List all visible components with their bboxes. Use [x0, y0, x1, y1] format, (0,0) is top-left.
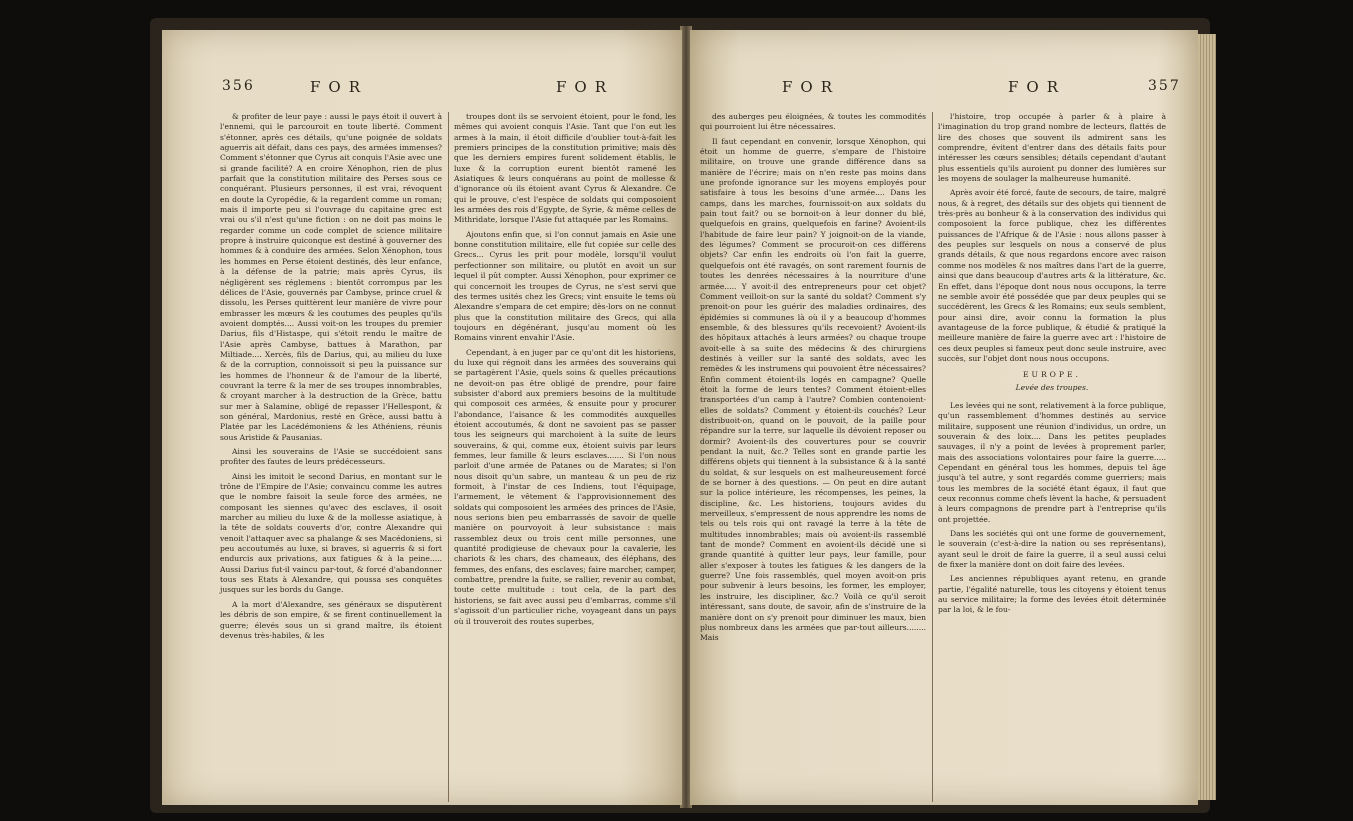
running-header: FOR	[310, 78, 368, 96]
running-header: FOR	[1008, 78, 1066, 96]
text-column-left	[700, 112, 926, 648]
page-number-left: 356	[222, 78, 255, 94]
paragraph: troupes dont ils se servoient étoient, pour le fond, les mêmes qui avoient conquis l'Asie. Tant que l'on eut les armes à la main, il étoit difficile d'oublier tout-à-fait les premiers principes de la constitution primitive; mais dès que les derniers empires furent solidement établis, le luxe & la corruption eurent bientôt ramené les Asiatiques & leurs conquérans au point de mollesse & d'ignorance où ils étoient avant Cyrus & Alexandre. Ce qui le prouve, c'est l'espèce de soldats qui composoient les armées des rois d'Egypte, de Syrie, & même celles de Mithridate, lorsque l'Asie fut attaquée par les Romains.	[454, 112, 676, 225]
paragraph: Ainsi les souverains de l'Asie se succédoient sans profiter des fautes de leurs prédécesseurs.	[220, 447, 442, 467]
paragraph: Ajoutons enfin que, si l'on connut jamais en Asie une bonne constitution militaire, elle fut copiée sur celle des Grecs... Cyrus les prit pour modèle, lorsqu'il voulut perfectionner son militaire, ou plutôt en avoit un sur lequel il pût compter. Aussi Xénophon, pour exprimer ce qui concernoit les troupes de Cyrus, ne s'est servi que des termes usités chez les Grecs; vint ensuite le tems où Alexandre s'empara de cet empire; dès-lors on ne connut plus que la constitution militaire des Grecs, qui alla toujours en dégénérant, jusqu'au moment où les Romains vinrent envahir l'Asie.	[454, 229, 676, 343]
paragraph: Les anciennes républiques ayant retenu, en grande partie, l'égalité naturelle, tous les citoyens y étoient tenus au service militaire; la forme des levées étoit déterminée par la loi, & le fou-	[938, 574, 1166, 615]
text-column-right	[938, 112, 1166, 620]
paragraph: Il faut cependant en convenir, lorsque Xénophon, qui étoit un homme de guerre, s'empare de l'histoire militaire, on trouve une grande différence dans sa manière de l'écrire; mais on n'en reste pas moins dans une profonde ignorance sur les moyens employés pour satisfaire à tous les besoins d'une armée.... Dans les camps, dans les marches, fournissoit-on aux soldats du pain tout fait? ou se bornoit-on à leur donner du blé, quelquefois en grains, quelquefois en farine? Avoient-ils l'habitude de faire leur pain? Y joignoit-on de la viande, des légumes? Comment se procuroit-on ces différens objets? Car enfin les endroits où l'on fait la guerre, quelquefois ont été ravagés, on sont rarement fournis de toutes les denrées nécessaires à la nourriture d'une armée..... Y avoit-il des entrepreneurs pour cet objet? Comment veilloit-on sur la santé du soldat? Comment s'y prenoit-on pour les guérir des maladies ordinaires, des épidémies si communes là où il y a beaucoup d'hommes ensemble, & des blessures qu'ils recevoient? Avoient-ils des hôpitaux attachés à leurs armées? ou chaque troupe avoit-elle à sa suite des médecins & des chirurgiens destinés à veiller sur la santé des soldats, avec les remèdes & les instrumens qui pouvoient être nécessaires? Enfin comment étoient-ils logés en campagne? Quelle étoit la forme de leurs tentes? Comment étoient-elles transportées d'un camp à l'autre? Combien contenoient-elles de soldats? Comment y étoient-ils couchés? Leur distribuoit-on, quand on le pouvoit, de la paille pour répandre sur la terre, sur laquelle ils dévoient reposer ou dormir? Avoient-ils des couvertures pour se couvrir pendant la nuit, &c.? Telles sont en grande partie les différens objets qui tiennent à la subsistance & à la santé du soldat, & sur lesquels on est malheureusement forcé de se borner à des questions. — On peut en dire autant sur la police intérieure, les récompenses, les peines, la discipline, &c. Les historiens, toujours avides du merveilleux, s'empressent de nous apprendre les noms de tels ou tels rois qui ont ravagé la terre à la tête de multitudes innombrables; mais où avoient-ils rassemblé tant de monde? Comment en avoient-ils décidé une si grande quantité à quitter leur pays, leur famille, pour aller s'exposer à toutes les fatigues & les dangers de la guerre? Une fois rassemblés, quel moyen avoit-on pris pour subvenir à leurs besoins, les former, les employer, les instruire, les discipliner, &c.? Voilà ce qu'il seroit intéressant, sans doute, de savoir, afin de s'instruire de la manière dont on s'y prenoit pour diminuer les maux, bien plus nombreux dans les armées que par-tout ailleurs........ Mais	[700, 136, 926, 643]
page-number-right: 357	[1148, 78, 1181, 94]
left-page	[162, 30, 682, 805]
section-title: EUROPE.	[1023, 370, 1081, 380]
paragraph: l'histoire, trop occupée à parler & à plaire à l'imagination du trop grand nombre de lecteurs, flattés de lire des choses que souvent ils admirent sans les comprendre, évitent d'entrer dans des détails faits pour intéresser les cœurs sensibles; détails cependant d'autant plus essentiels qu'ils auroient pu donner des lumières sur les moyens de soulager la malheureuse humanité.	[938, 112, 1166, 184]
running-header: FOR	[782, 78, 840, 96]
paragraph: Après avoir été forcé, faute de secours, de taire, malgré nous, & à regret, des détails sur des objets qui tiennent de très-près au bonheur & à la conservation des individus qui composoient la force publique, chez les différentes puissances de l'Afrique & de l'Asie : nous allons passer à des peuples sur lesquels on nous a conservé de plus grands détails, & que nous regardons encore avec raison comme nos modèles & nos maîtres dans l'art de la guerre, ainsi que dans beaucoup d'autres arts & la littérature, &c. En effet, dans l'époque dont nous nous occupons, la terre ne semble avoir été possédée que par deux peuples qui se succédèrent, les Grecs & les Romains; eux seuls semblent, pour ainsi dire, avoir connu la formation la plus avantageuse de la force publique, & étudié & pratiqué la meilleure manière de faire la guerre avec art : l'histoire de ces deux peuples si fameux peut donc seule instruire, avec succès, sur l'objet dont nous nous occupons.	[938, 188, 1166, 363]
text-column-right	[454, 112, 676, 631]
paragraph: Dans les sociétés qui ont une forme de gouvernement, le souverain (c'est-à-dire la nation ou ses représentans), ayant seul le droit de faire la guerre, il a seul aussi celui de fixer la manière dont on doit faire des levées.	[938, 529, 1166, 570]
paragraph: Cependant, à en juger par ce qu'ont dit les historiens, du luxe qui régnoit dans les armées des souverains qui se partagèrent l'Asie, quels soins & quelles précautions ne devoit-on pas être obligé de prendre, pour faire subsister d'abord aux premiers besoins de la multitude qui composoit ces armées, & ensuite pour y procurer l'abondance, l'aisance & les commodités auxquelles étoient accoutumés, & dont ne savoient pas se passer tous les seigneurs qui marchoient à la suite de leurs souverains, & qui, comme eux, étoient suivis par leurs femmes, leur famille & leurs esclaves....... Si l'on nous parloit d'une armée de Patanes ou de Marates; si l'on nous disoit qu'un sabre, un manteau & un peu de riz formoit, à l'instar de ces Indiens, tout l'équipage, l'armement, le vêtement & l'approvisionnement des soldats qui composoient les armées des princes de l'Asie, nous serions bien peu embarrassés de savoir de quelle manière on pourvoyoit à leur subsistance : mais rassemblez deux ou trois cent mille personnes, une quantité prodigieuse de chevaux pour la cavalerie, les chariots & les chars, des chameaux, des éléphans, des femmes, des enfans, des esclaves; faire marcher, camper, combattre, prendre la fuite, se rallier, revenir au combat, toute cette multitude : tout cela, de la part des historiens, se fait avec aussi peu d'embarras, comme s'il s'agissoit d'un particulier riche, voyageant dans un pays où il trouveroit des routes superbes,	[454, 347, 676, 626]
paragraph: A la mort d'Alexandre, ses généraux se disputèrent les débris de son empire, & se firent continuellement la guerre; élevés sous un si grand maître, ils étoient devenus très-habiles, & les	[220, 599, 442, 640]
paragraph: Les levées qui ne sont, relativement à la force publique, qu'un rassemblement d'hommes destinés au service militaire, supposent une réunion d'individus, un ordre, un souverain & des loix.... Dans les petites peuplades sauvages, il n'y a point de levées à proprement parler, mais des associations volontaires pour faire la guerre..... Cependant en général tous les hommes, depuis tel âge jusqu'à tel autre, y sont regardés comme guerriers; mais tous les membres de la société étant égaux, il faut que ceux reconnus comme chefs lèvent la hache, & persuadent à leurs compagnons de prendre part à l'entreprise qu'ils ont projettée.	[938, 400, 1166, 524]
column-divider	[448, 112, 449, 802]
text-column-left	[220, 112, 442, 645]
paragraph: Ainsi les imitoit le second Darius, en montant sur le trône de l'Empire de l'Asie; convaincu comme les autres que le nombre faisoit la seule force des armées, ne composant les siennes qu'avec des esclaves, il osoit marcher au milieu du luxe & de la mollesse asiatique, à la tête de soldats couverts d'or, contre Alexandre qui venoit l'attaquer avec sa phalange & ses Macédoniens, si peu accoutumés au luxe, si braves, si aguerris & si fort endurcis aux privations, aux fatigues & à la peine..... Aussi Darius fut-il vaincu par-tout, & forcé d'abandonner tous ses Etats à Alexandre, qui poussa ses conquêtes jusques sur les bords du Gange.	[220, 471, 442, 595]
column-divider	[932, 112, 933, 802]
paragraph: des auberges peu éloignées, & toutes les commodités qui pourroient lui être nécessaires.	[700, 112, 926, 132]
running-header: FOR	[556, 78, 614, 96]
page-edges	[1198, 34, 1216, 800]
right-page	[690, 30, 1198, 805]
paragraph: & profiter de leur paye : aussi le pays étoit il ouvert à l'ennemi, qui le parcouroit en toute liberté. Comment s'étonner, après ces détails, qu'une poignée de soldats aguerris ait défait, dans ces pays, des armées immenses? Comment s'étonner que Cyrus ait conquis l'Asie avec une si grande facilité? A en croire Xénophon, rien de plus parfait que la constitution militaire des Perses sous ce conquérant. Plusieurs personnes, il est vrai, révoquent en doute la Cyropédie, & la regardent comme un roman; mais il importe peu si l'ouvrage du capitaine grec est vrai ou s'il n'est qu'une fiction : on ne doit pas moins le regarder comme un code complet de science militaire propre à instruire quiconque est destiné à gouverner des hommes & à conduire des armées. Selon Xénophon, tous les hommes en Perse étoient destinés, dès leur enfance, à la défense de la patrie; mais après Cyrus, ils négligèrent ses réglemens : bientôt corrompus par les délices de l'Asie, gouvernés par Cambyse, prince cruel & dissolu, les Perses quittèrent leur manière de vivre pour embrasser les mœurs & les coutumes des peuples qu'ils avoient domptés.... Aussi voit-on les troupes du premier Darius, fils d'Histaspe, qui s'étoit rendu le maître de l'Asie après Cambyse, battues à Marathon, par Miltiade.... Xercès, fils de Darius, qui, au milieu du luxe & de la corruption, connoissoit si peu la puissance sur les hommes de l'honneur & de l'amour de la liberté, couvrant la terre & la mer de ses troupes innombrables, & croyant marcher à la destruction de la Grèce, battu sur mer à Salamine, obligé de repasser l'Hellespont, & son général, Mardonius, resté en Grèce, aussi battu à Platée par les Lacédémoniens & les Athéniens, réunis sous Aristide & Pausanias.	[220, 112, 442, 442]
section-subtitle: Levée des troupes.	[1015, 382, 1089, 392]
